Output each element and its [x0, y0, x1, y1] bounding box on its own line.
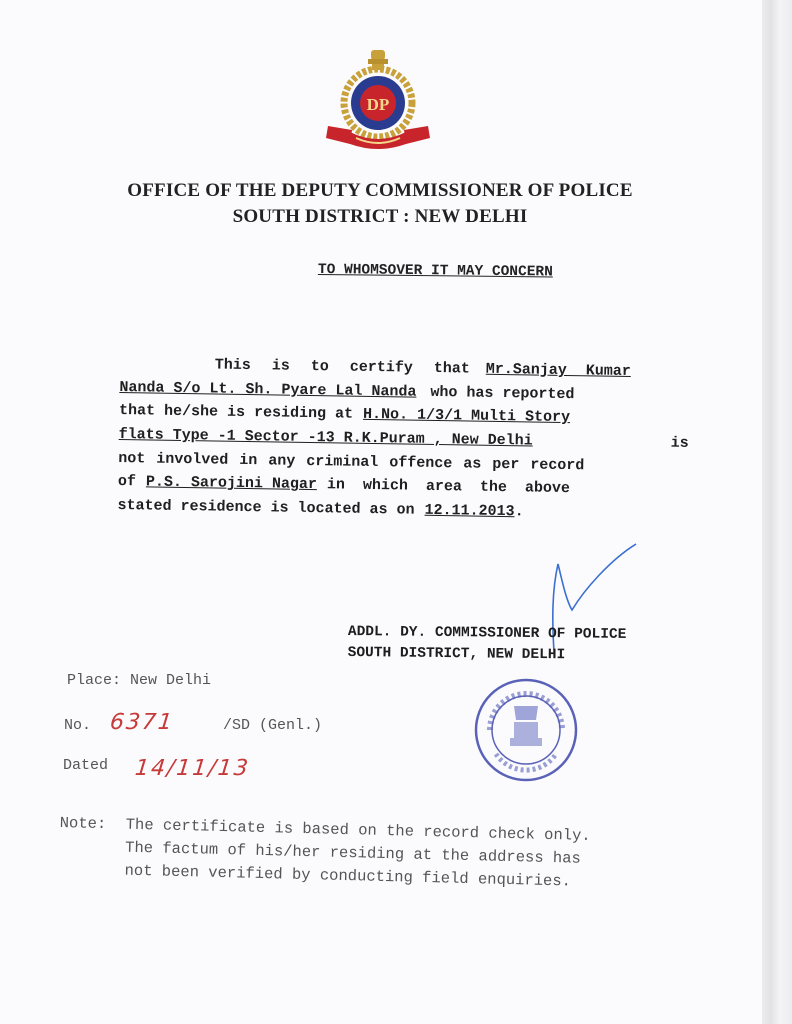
dated-line — [63, 750, 252, 781]
address-cont: flats Type -1 Sector -13 R.K.Puram , New Delhi — [118, 426, 533, 450]
note-label: Note: — [59, 813, 107, 834]
number-line — [64, 710, 322, 735]
body-text: of — [117, 473, 137, 491]
delhi-police-emblem-logo — [322, 48, 434, 156]
body-text: not involved in any criminal offence as per record — [118, 449, 585, 475]
note-line-3: not been verified by conducting field enquiries. — [124, 861, 572, 891]
dated-label: Dated — [63, 757, 109, 774]
body-text: who has reported — [430, 383, 575, 403]
body-text: that he/she is residing at — [118, 402, 354, 424]
note-line-2: The factum of his/her residing at the address has — [124, 838, 582, 868]
signatory-block — [348, 622, 627, 667]
police-station: P.S. Sarojini Nagar — [145, 473, 318, 494]
official-seal-stamp — [470, 676, 582, 784]
emblem-monogram: DP — [366, 95, 390, 114]
body-text: is — [670, 434, 689, 453]
note-line-1: The certificate is based on the record check only. — [125, 815, 591, 845]
body-text: stated residence is located as on — [117, 497, 415, 519]
handwritten-date: 14/11/13 — [133, 756, 252, 781]
person-name-cont: Nanda S/o Lt. Sh. Pyare Lal Nanda — [119, 378, 417, 401]
place-value: New Delhi — [130, 672, 212, 689]
note-block — [58, 812, 591, 894]
body-text: This is to certify that — [214, 356, 470, 378]
handwritten-number: 6371 — [108, 710, 176, 735]
certificate-body — [117, 352, 690, 527]
district-title: SOUTH DISTRICT : NEW DELHI — [232, 206, 528, 227]
signatory-district: SOUTH DISTRICT, NEW DELHI — [347, 644, 566, 664]
place-label: Place: — [67, 672, 122, 689]
number-label: No. — [64, 717, 92, 734]
signatory-designation: ADDL. DY. COMMISSIONER OF POLICE — [347, 623, 627, 643]
body-text: in which area the above — [326, 476, 571, 498]
place-line — [67, 672, 211, 689]
person-name: Mr.Sanjay Kumar — [485, 360, 631, 381]
body-text: . — [514, 503, 524, 521]
record-date: 12.11.2013 — [424, 501, 515, 521]
page-edge — [762, 0, 792, 1024]
office-title: OFFICE OF THE DEPUTY COMMISSIONER OF POLICE — [127, 180, 633, 201]
number-suffix: /SD (Genl.) — [223, 717, 323, 734]
subject-line: TO WHOMSOVER IT MAY CONCERN — [317, 262, 553, 281]
address: H.No. 1/3/1 Multi Story — [362, 406, 571, 427]
